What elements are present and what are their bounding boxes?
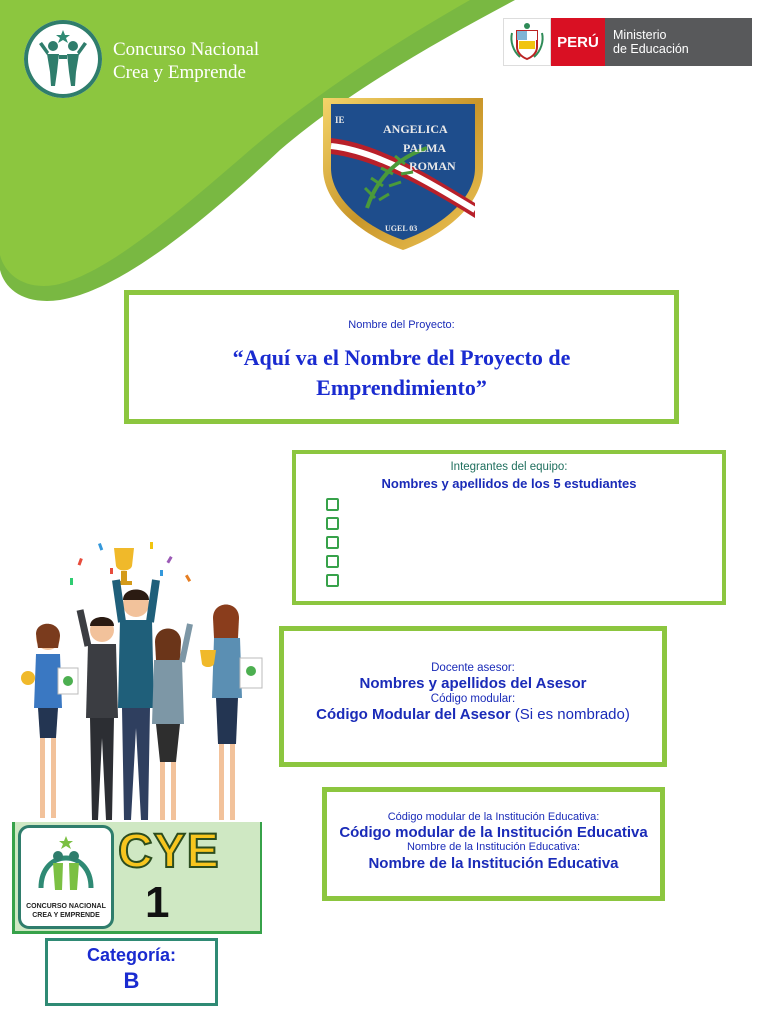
trophy-icon bbox=[114, 548, 134, 585]
project-name-line1: “Aquí va el Nombre del Proyecto de bbox=[232, 345, 571, 370]
cye-number: 1 bbox=[145, 878, 170, 927]
category-box bbox=[45, 938, 218, 1006]
adviser-code-note: (Si es nombrado) bbox=[510, 706, 630, 723]
team-label: Integrantes del equipo: bbox=[450, 461, 568, 473]
team-subtitle: Nombres y apellidos de los 5 estudiantes bbox=[381, 476, 637, 491]
cye-podium bbox=[12, 822, 262, 934]
person-man-center bbox=[116, 580, 156, 820]
badge-line3: ROMAN bbox=[409, 159, 456, 173]
institution-name-label: Nombre de la Institución Educativa: bbox=[406, 841, 581, 853]
category-value: B bbox=[123, 968, 140, 993]
children-icon bbox=[21, 828, 111, 900]
institution-name: Nombre de la Institución Educativa bbox=[368, 855, 619, 872]
list-bullet-icon bbox=[326, 536, 339, 549]
adviser-label: Docente asesor: bbox=[431, 662, 515, 674]
adviser-box bbox=[279, 626, 667, 767]
cye-logo-text bbox=[21, 902, 111, 920]
ministry-banner bbox=[503, 18, 752, 66]
badge-line1: ANGELICA bbox=[383, 122, 448, 136]
peru-label: PERÚ bbox=[551, 18, 605, 66]
contest-title bbox=[113, 38, 259, 84]
project-name bbox=[129, 343, 674, 403]
cye-title: CYE bbox=[118, 825, 220, 878]
cye-logo-line1: CONCURSO NACIONAL bbox=[26, 903, 106, 910]
list-bullet-icon bbox=[326, 574, 339, 587]
person-woman-grey bbox=[152, 624, 190, 820]
student-list bbox=[326, 498, 339, 593]
project-label: Nombre del Proyecto: bbox=[348, 319, 455, 331]
project-box bbox=[124, 290, 679, 424]
contest-logo bbox=[24, 20, 102, 98]
team-box bbox=[292, 450, 726, 605]
contest-title-line1: Concurso Nacional bbox=[113, 39, 260, 60]
ministry-line2: de Educación bbox=[613, 42, 689, 56]
ministry-line1: Ministerio bbox=[613, 28, 667, 42]
person-woman-right bbox=[200, 605, 262, 821]
adviser-code-line bbox=[284, 706, 662, 723]
project-name-line2: Emprendimiento” bbox=[316, 375, 487, 400]
institution-code-label: Código modular de la Institución Educativa: bbox=[387, 811, 600, 823]
category-label: Categoría: bbox=[86, 945, 176, 965]
person-woman-left bbox=[21, 624, 78, 818]
adviser-code: Código Modular del Asesor bbox=[316, 706, 511, 723]
badge-footer: UGEL 03 bbox=[385, 224, 418, 233]
institution-box bbox=[322, 787, 665, 901]
children-icon bbox=[33, 28, 93, 90]
list-bullet-icon bbox=[326, 555, 339, 568]
contest-title-line2: Crea y Emprende bbox=[113, 62, 246, 83]
person-man-suit bbox=[80, 610, 118, 820]
cye-contest-logo bbox=[21, 828, 111, 926]
celebrating-people-illustration bbox=[10, 538, 272, 830]
badge-line2: PALMA bbox=[403, 141, 447, 155]
list-bullet-icon bbox=[326, 498, 339, 511]
ministry-name bbox=[605, 18, 752, 66]
adviser-name: Nombres y apellidos del Asesor bbox=[359, 675, 587, 692]
institution-code: Código modular de la Institución Educativa bbox=[339, 824, 648, 841]
peru-coat-of-arms-icon bbox=[503, 18, 551, 66]
list-bullet-icon bbox=[326, 517, 339, 530]
adviser-code-label: Código modular: bbox=[430, 693, 516, 705]
cye-logo-line2: CREA Y EMPRENDE bbox=[32, 912, 100, 919]
badge-prefix: IE bbox=[335, 115, 345, 125]
school-badge bbox=[317, 88, 489, 254]
